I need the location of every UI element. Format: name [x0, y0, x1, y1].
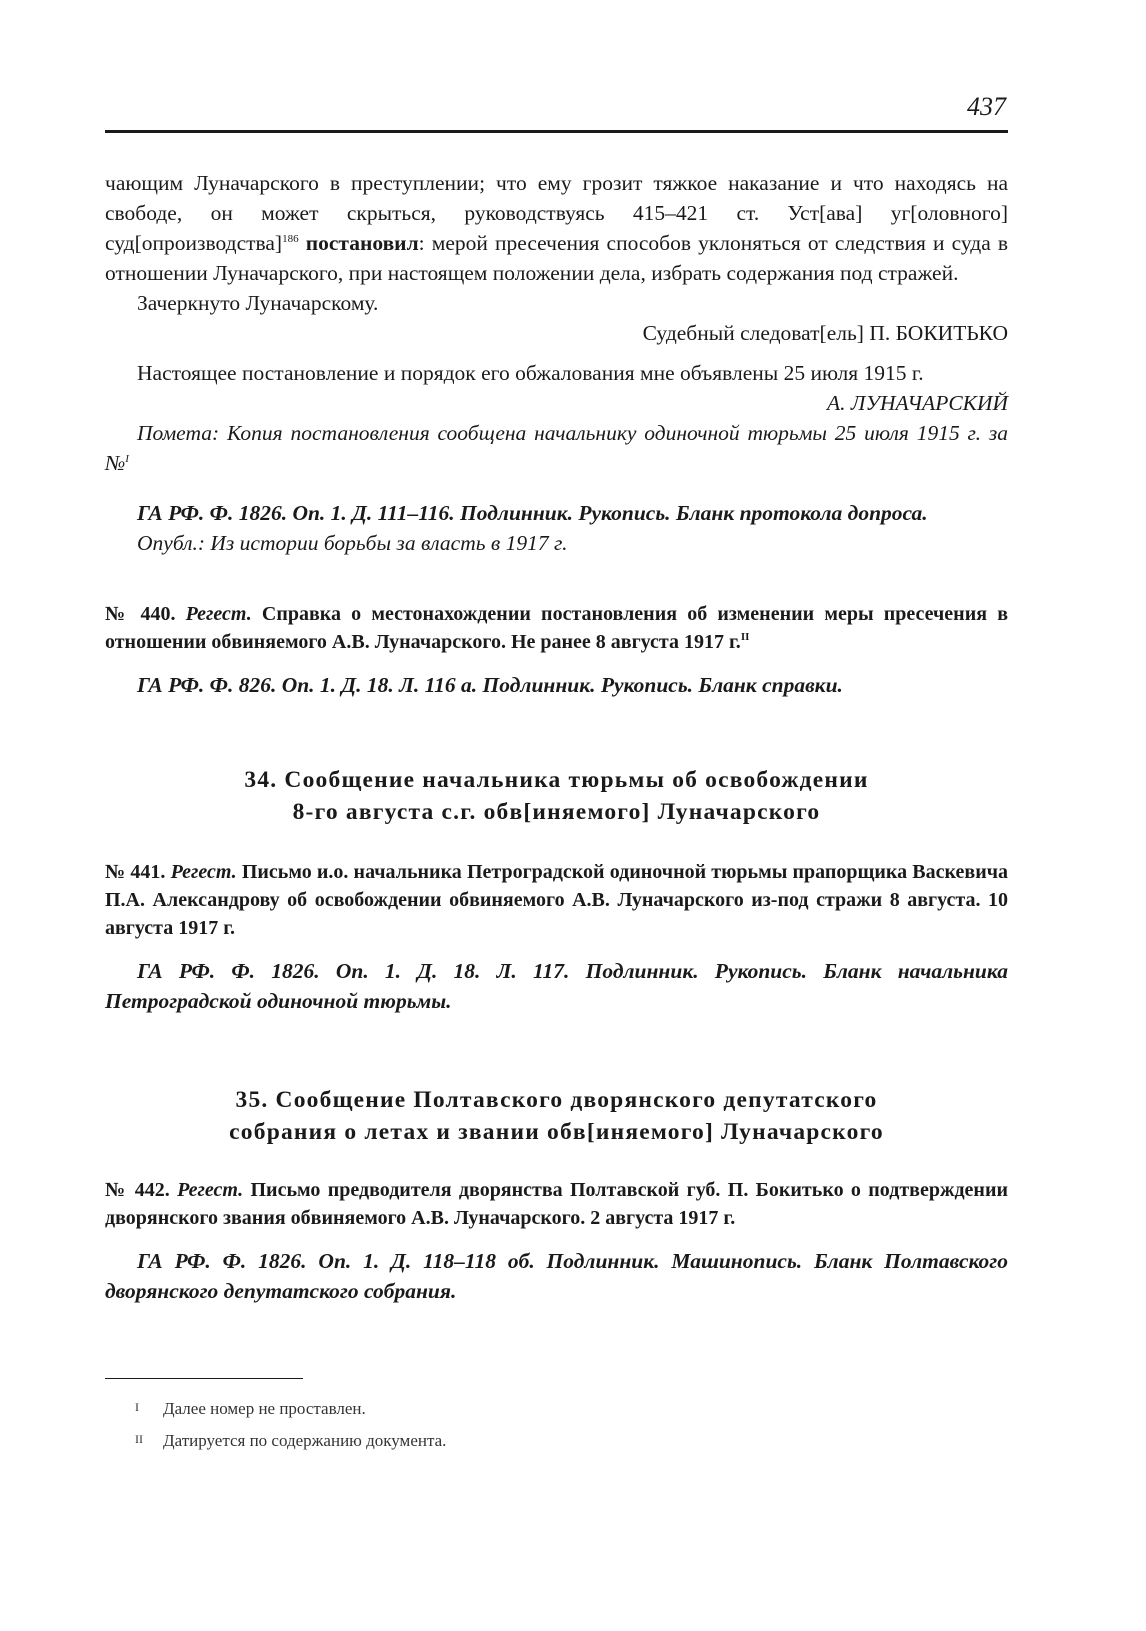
footnote-item [135, 1424, 446, 1456]
resolution-text-part2: : мерой пресечения способов уклоняться от следствия и суда в отношении Луначарского, при настоящем положении дела, избрать содержания под стражей. [105, 231, 1009, 285]
doc-number: № 440. [105, 603, 176, 625]
resolution-paragraph [105, 168, 1008, 288]
copy-mark-text: Помета: Копия постановления сообщена начальнику одиночной тюрьмы 25 июля 1915 г. за № [105, 421, 1008, 475]
archive-ref-442: ГА РФ. Ф. 1826. Оп. 1. Д. 118–118 об. Подлинник. Машинопись. Бланк Полтавского дворянского депутатского собрания. [105, 1249, 1008, 1303]
page-number: 437 [967, 92, 1006, 121]
section-35-heading [105, 1084, 1008, 1148]
archive-ref-441: ГА РФ. Ф. 1826. Оп. 1. Д. 18. Л. 117. Подлинник. Рукопись. Бланк начальника Петроградской одиночной тюрьмы. [105, 959, 1008, 1013]
footnote-text: Датируется по содержанию документа. [163, 1431, 447, 1450]
heading-line: собрания о летах и звании обв[иняемого] Луначарского [229, 1119, 884, 1145]
regest-442 [105, 1176, 1008, 1232]
regest-440 [105, 600, 1008, 656]
announcement: Настоящее постановление и порядок его обжалования мне объявлены 25 июля 1915 г. [137, 361, 924, 385]
crossed-note: Зачеркнуто Луначарскому. [137, 291, 379, 315]
regest-text: Письмо предводителя дворянства Полтавской губ. П. Бокитько о подтверждении дворянского звания обвиняемого А.В. Луначарского. 2 августа 1917 г. [105, 1179, 1009, 1229]
footnote-text: Далее номер не проставлен. [163, 1399, 366, 1418]
doc-number: № 442. [105, 1179, 170, 1201]
main-text [105, 168, 1008, 1306]
footnote-ref-II: II [740, 631, 750, 643]
footnote-ref-I: I [125, 453, 129, 465]
regest-text: Справка о местонахождении постановления об изменении меры пресечения в отношении обвиняемого А.В. Луначарского. Не ранее 8 августа 1917 г. [105, 603, 1009, 653]
footnote-rule [105, 1378, 303, 1379]
heading-line: 35. Сообщение Полтавского дворянского депутатского [235, 1087, 878, 1113]
published-ref: Опубл.: Из истории борьбы за власть в 1917 г. [137, 531, 568, 555]
header-rule [105, 130, 1008, 133]
regest-text: Письмо и.о. начальника Петроградской одиночной тюрьмы прапорщика Васкевича П.А. Александрову об освобождении обвиняемого А.В. Луначарского из-под стражи 8 августа. 10 августа 1917 г. [105, 861, 1009, 939]
doc-number: № 441. [105, 861, 166, 883]
archive-ref-439: ГА РФ. Ф. 1826. Оп. 1. Д. 111–116. Подлинник. Рукопись. Бланк протокола допроса. [137, 501, 928, 525]
doc-type: Регест. [170, 861, 237, 883]
resolution-text-part1: чающим Луначарского в преступлении; что ему грозит тяжкое наказание и что находясь на свободе, он может скрыться, руководствуясь 415–421 ст. Уст[ава] уг[оловного] суд[опроизводства] [105, 171, 1008, 255]
footnote-mark: II [135, 1432, 143, 1446]
heading-line: 8-го августа с.г. обв[иняемого] Луначарского [292, 799, 821, 825]
footnote-item [135, 1392, 446, 1424]
heading-line: 34. Сообщение начальника тюрьмы об освобождении [244, 767, 869, 793]
footnote-ref-186: 186 [282, 233, 299, 245]
investigator-signature: Судебный следоват[ель] П. БОКИТЬКО [642, 321, 1008, 345]
resolution-verdict: постановил [305, 231, 419, 255]
doc-type: Регест. [185, 603, 252, 625]
copy-mark [105, 418, 1008, 478]
regest-441 [105, 858, 1008, 942]
lunacharsky-signature: А. ЛУНАЧАРСКИЙ [827, 391, 1008, 415]
footnote-mark: I [135, 1400, 139, 1414]
archive-ref-440: ГА РФ. Ф. 826. Оп. 1. Д. 18. Л. 116 а. Подлинник. Рукопись. Бланк справки. [137, 673, 843, 697]
section-34-heading [105, 764, 1008, 828]
doc-type: Регест. [177, 1179, 244, 1201]
footnotes [135, 1392, 446, 1456]
